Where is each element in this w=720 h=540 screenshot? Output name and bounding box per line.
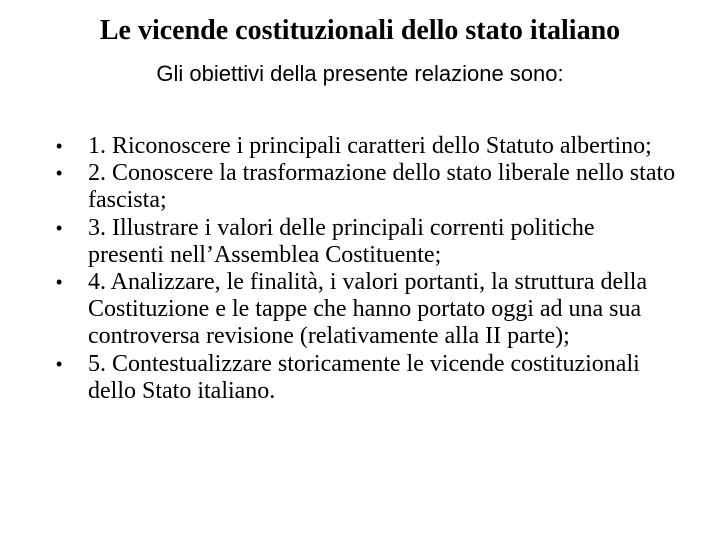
- objectives-list: [56, 133, 676, 405]
- list-item: [56, 351, 676, 405]
- list-item-text: 5. Contestualizzare storicamente le vicende costituzionali dello Stato italiano.: [88, 350, 640, 404]
- list-item-text: 2. Conoscere la trasformazione dello stato liberale nello stato fascista;: [88, 160, 676, 214]
- list-item-text: 1. Riconoscere i principali caratteri dello Statuto albertino;: [88, 133, 652, 159]
- slide-title: Le vicende costituzionali dello stato italiano: [99, 15, 621, 46]
- bullet-icon: •: [56, 272, 63, 293]
- bullet-icon: •: [56, 217, 63, 238]
- list-item-text: 4. Analizzare, le finalità, i valori portanti, la struttura della Costituzione e le tappe che hanno portato oggi ad una sua controversa revisione (relativamente alla II parte);: [88, 269, 648, 350]
- bullet-icon: •: [56, 353, 63, 374]
- list-item: [56, 133, 676, 160]
- list-item: [56, 160, 676, 214]
- list-item: [56, 269, 676, 351]
- bullet-icon: •: [56, 136, 63, 156]
- list-item-text: 3. Illustrare i valori delle principali correnti politiche presenti nell’Assemblea Costituente;: [88, 214, 595, 268]
- slide-subtitle: Gli obiettivi della presente relazione sono:: [156, 61, 564, 86]
- bullet-icon: •: [56, 163, 63, 184]
- list-item: [56, 215, 676, 269]
